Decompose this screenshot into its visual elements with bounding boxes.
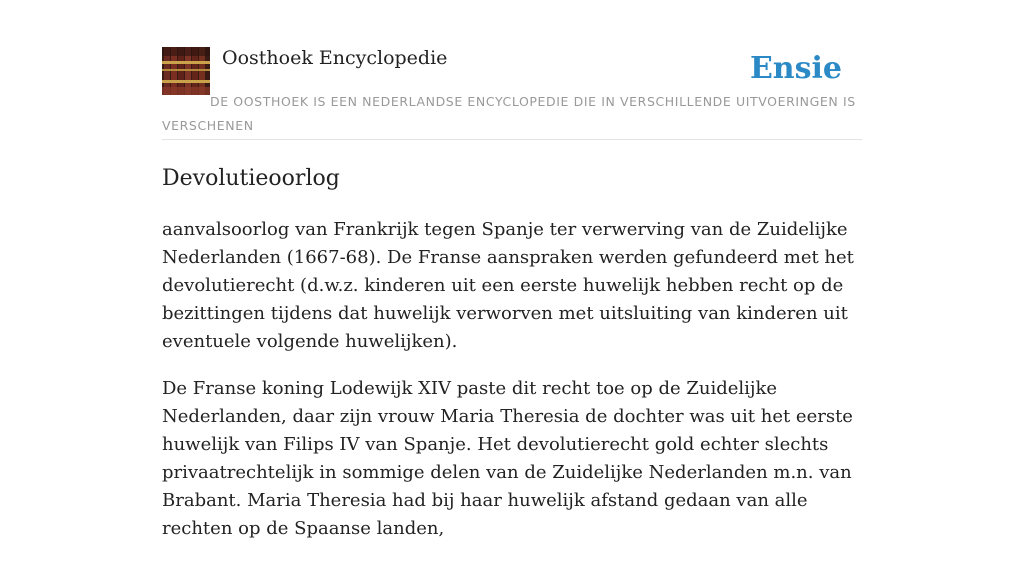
site-title[interactable]: Oosthoek Encyclopedie (222, 47, 448, 69)
content-container (162, 0, 862, 539)
article-body (162, 216, 862, 562)
avatar[interactable] (162, 47, 210, 95)
article-paragraph: aanvalsoorlog van Frankrijk tegen Spanje ter verwerving van de Zuidelijke Nederlanden (1667-68). De Franse aanspraken werden gefundeerd met het devolutierecht (d.w.z. kinderen uit een eerste huwelijk hebben recht op de bezittingen tijdens dat huwelijk verworven met uitsluiting van kinderen uit eventuele volgende huwelijken). (162, 219, 854, 352)
site-tagline: DE OOSTHOEK IS EEN NEDERLANDSE ENCYCLOPEDIE DIE IN VERSCHILLENDE UITVOERINGEN IS VERSCHENEN (162, 94, 856, 133)
site-header (162, 0, 862, 140)
article-paragraph: De Franse koning Lodewijk XIV paste dit recht toe op de Zuidelijke Nederlanden, daar zijn vrouw Maria Theresia de dochter was uit het eerste huwelijk van Filips IV van Spanje. Het devolutierecht gold echter slechts privaatrechtelijk in sommige delen van de Zuidelijke Nederlanden m.n. van Brabant. Maria Theresia had bij haar huwelijk afstand gedaan van alle rechten op de Spaanse landen, (162, 378, 853, 539)
encyclopedia-books-icon (162, 47, 210, 95)
ensie-logo[interactable]: Ensie (749, 51, 842, 86)
article-title: Devolutieoorlog (162, 166, 340, 191)
